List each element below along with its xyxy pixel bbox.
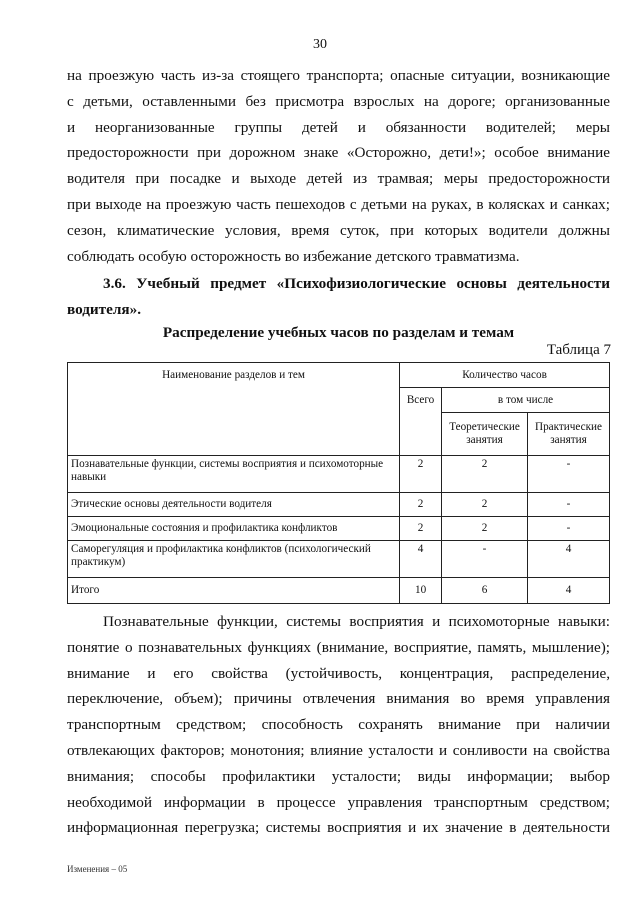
section-heading bbox=[67, 271, 610, 323]
row-name: Итого bbox=[68, 578, 400, 604]
text-line: предосторожности при дорожном знаке «Осторожно, дети!»; особое внимание bbox=[67, 144, 610, 162]
footer-revision: Изменения – 05 bbox=[67, 864, 128, 874]
text-line: понятие о познавательных функциях (внимание, восприятие, память, мышление); bbox=[67, 638, 610, 656]
header-total: Всего bbox=[406, 394, 435, 406]
intro-paragraph bbox=[67, 63, 610, 269]
text-line: необходимой информации в процессе управления транспортным средством; bbox=[67, 793, 610, 811]
table-row bbox=[68, 517, 610, 541]
text-line: сезон, климатические условия, время суток, при которых водители должны bbox=[67, 221, 610, 239]
header-hours: Количество часов bbox=[462, 368, 547, 381]
header-practice-cell bbox=[528, 413, 610, 456]
text-line: транспортным средством; способность сохранять внимание при наличии bbox=[67, 716, 610, 734]
header-name: Наименование разделов и тем bbox=[162, 369, 305, 381]
header-including-cell bbox=[442, 388, 610, 413]
text-line: на проезжую часть из-за стоящего транспорта; опасные ситуации, возникающие bbox=[67, 67, 610, 84]
row-practice: 4 bbox=[528, 541, 610, 578]
row-practice: - bbox=[528, 493, 610, 517]
row-total: 10 bbox=[400, 578, 442, 604]
row-practice: - bbox=[528, 456, 610, 493]
row-practice: 4 bbox=[528, 578, 610, 604]
row-name: Эмоциональные состояния и профилактика конфликтов bbox=[68, 517, 400, 541]
text-line: информационная перегрузка; системы восприятия и их значение в деятельности bbox=[67, 819, 610, 837]
text-line: отвлекающих факторов; монотония; влияние усталости и сонливости на свойства bbox=[67, 741, 610, 759]
row-name: Саморегуляция и профилактика конфликтов (психологический практикум) bbox=[68, 541, 400, 578]
row-theory: 2 bbox=[442, 517, 528, 541]
header-hours-cell bbox=[400, 363, 610, 388]
table-row-total bbox=[68, 578, 610, 604]
table-caption: Таблица 7 bbox=[546, 342, 611, 358]
row-theory: 6 bbox=[442, 578, 528, 604]
row-name: Познавательные функции, системы восприятия и психомоторные навыки bbox=[68, 456, 400, 493]
header-including: в том числе bbox=[497, 393, 554, 406]
text-line: и неорганизованные группы детей и обязанности водителей; меры bbox=[67, 118, 610, 136]
table-row bbox=[68, 541, 610, 578]
header-theory: Теоретические занятия bbox=[449, 421, 520, 446]
body-paragraph bbox=[67, 609, 610, 841]
text-line: переключение, объем); причины отвлечения внимания во время управления bbox=[67, 690, 610, 708]
hours-table bbox=[67, 362, 610, 604]
row-practice: - bbox=[528, 517, 610, 541]
table-title: Распределение учебных часов по разделам и темам bbox=[162, 324, 515, 341]
row-total: 4 bbox=[400, 541, 442, 578]
row-total: 2 bbox=[400, 456, 442, 493]
text-line: при выходе на проезжую часть пешеходов с детьми на руках, в колясках и санках; bbox=[67, 195, 610, 213]
row-name: Этические основы деятельности водителя bbox=[68, 493, 400, 517]
table-row bbox=[68, 456, 610, 493]
row-total: 2 bbox=[400, 517, 442, 541]
row-total: 2 bbox=[400, 493, 442, 517]
header-theory-cell bbox=[442, 413, 528, 456]
header-name-cell bbox=[68, 363, 400, 456]
text-line: внимание и его свойства (устойчивость, концентрация, распределение, bbox=[67, 664, 610, 682]
table-row bbox=[68, 493, 610, 517]
text-line: Познавательные функции, системы восприятия и психомоторные навыки: bbox=[103, 613, 610, 630]
page-number: 30 bbox=[313, 37, 327, 52]
text-line: внимания; способы профилактики усталости; виды информации; выбор bbox=[67, 767, 610, 785]
heading-line: водителя». bbox=[67, 300, 142, 318]
text-line: соблюдать особую осторожность во избежание детского травматизма. bbox=[67, 247, 520, 265]
header-practice: Практические занятия bbox=[534, 421, 603, 446]
text-line: с детьми, оставленными без присмотра взрослых на дороге; организованные bbox=[67, 92, 610, 110]
row-theory: 2 bbox=[442, 456, 528, 493]
row-theory: 2 bbox=[442, 493, 528, 517]
row-theory: - bbox=[442, 541, 528, 578]
header-total-cell bbox=[400, 388, 442, 456]
text-line: водителя при посадке и выходе детей из трамвая; меры предосторожности bbox=[67, 170, 610, 188]
heading-line: 3.6. Учебный предмет «Психофизиологические основы деятельности bbox=[103, 275, 610, 292]
